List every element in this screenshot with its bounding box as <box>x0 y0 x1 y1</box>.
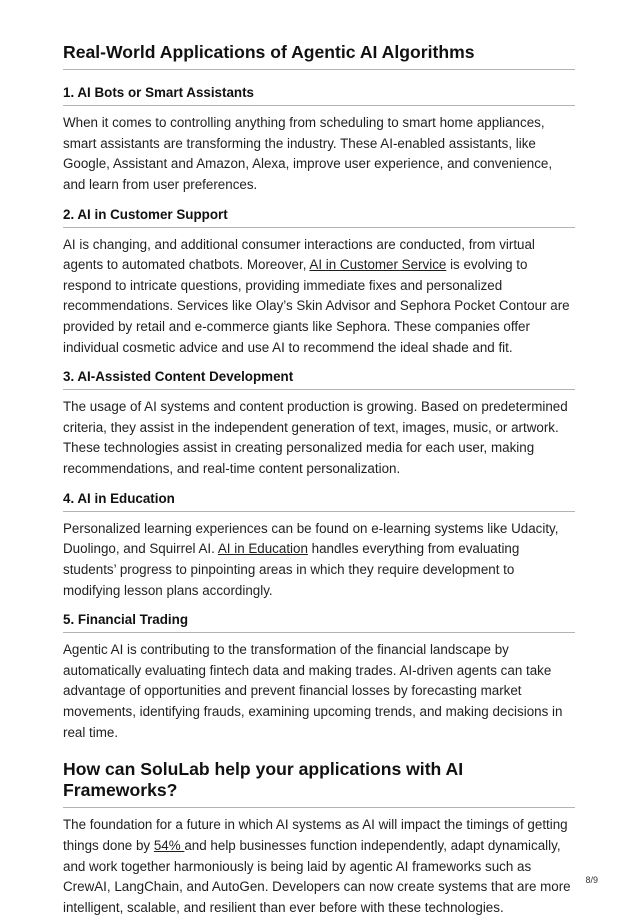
page-content <box>63 42 575 918</box>
percent-54-link[interactable]: 54% <box>153 837 185 853</box>
section-4-text <box>63 519 575 601</box>
section-3-text: The usage of AI systems and content production is growing. Based on predetermined criteria, they assist in the independent generation of text, images, music, or artwork. These technologies assist in creating personalized media for each user, making recommendations, and real-time content personalization. <box>63 399 568 477</box>
section-3-heading: 3. AI-Assisted Content Development <box>63 369 575 390</box>
section-2-text-before: AI is changing, and additional consumer interactions are conducted, from virtual agents to automated chatbots. Moreover, <box>63 236 535 273</box>
page-title: Real-World Applications of Agentic AI Algorithms <box>63 42 575 70</box>
section-4-text-after: handles everything from evaluating students’ progress to pinpointing areas in which they require development to modifying lesson plans accordingly. <box>63 541 520 598</box>
section-4-heading: 4. AI in Education <box>63 491 575 512</box>
ai-in-education-link[interactable]: AI in Education <box>217 541 308 557</box>
section-1-heading: 1. AI Bots or Smart Assistants <box>63 85 575 106</box>
section-5-heading: 5. Financial Trading <box>63 612 575 633</box>
section-2-text <box>63 235 575 359</box>
section-2-heading: 2. AI in Customer Support <box>63 207 575 228</box>
section-1-text: When it comes to controlling anything from scheduling to smart home appliances, smart assistants are transforming the industry. These AI-enabled assistants, like Google, Assistant and Amazon, Alexa, improve user experience, and convenience, and learn from user preferences. <box>63 115 553 192</box>
ai-in-customer-service-link[interactable]: AI in Customer Service <box>309 257 447 273</box>
solulab-text-after: and help businesses function independently, adapt dynamically, and work together harmoniously is being laid by agentic AI frameworks such as CrewAI, LangChain, and AutoGen. Developers can now create systems that are more intelligent, scalable, and resilient than ever before with these technologies. <box>63 837 571 915</box>
solulab-text <box>63 815 575 918</box>
page-number: 8/9 <box>585 875 598 885</box>
solulab-text-before: The foundation for a future in which AI systems as AI will impact the timings of getting things done by <box>63 817 568 853</box>
section-5-text: Agentic AI is contributing to the transformation of the financial landscape by automatically evaluating fintech data and making trades. AI-driven agents can take advantage of opportunities and prevent financial losses by forecasting market movements, identifying frauds, examining upcoming trends, and making decisions in real time. <box>63 642 563 740</box>
solulab-heading: How can SoluLab help your applications with AI Frameworks? <box>63 759 575 808</box>
section-2-text-after: is evolving to respond to intricate questions, providing immediate fixes and personalized recommendations. Services like Olay’s Skin Advisor and Sephora Pocket Contour are provided by retail and e-commerce giants like Sephora. These companies offer individual cosmetic advice and use AI to recommend the ideal shade and fit. <box>63 257 570 355</box>
section-4-text-before: Personalized learning experiences can be found on e-learning systems like Udacity, Duolingo, and Squirrel AI. <box>63 520 559 557</box>
